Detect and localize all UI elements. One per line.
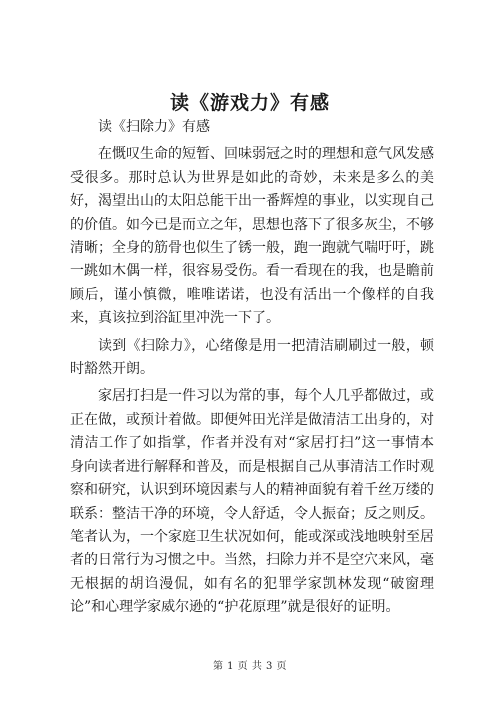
body-paragraph: 家居打扫是一件习以为常的事，每个人几乎都做过，或正在做，或预计着做。即便舛田光洋是做清洁工出身的，对清洁工作了如指掌，作者并没有对“家居打扫”这一事情本身向读者进行解释和普及，而是根据自己从事清洁工作时观察和研究，认识到环境因素与人的精神面貌有着千丝万缕的联系：整洁干净的环境，令人舒适，令人振奋；反之则反。笔者认为，一个家庭卫生状况如何，能或深或浅地映射至居者的日常行为习惯之中。当然，扫除力并不是空穴来风，毫无根据的胡诌漫侃，如有名的犯罪学家凯林发现“破窗理论”和心理学家威尔逊的“护花原理”就是很好的证明。 bbox=[70, 388, 434, 616]
subtitle-paragraph: 读《扫除力》有感 bbox=[98, 119, 210, 135]
page-number-footer: 第 1 页 共 3 页 bbox=[212, 661, 288, 672]
document-body bbox=[70, 116, 434, 620]
body-paragraph: 读到《扫除力》，心绪像是用一把清洁刷刷过一般，顿时豁然开朗。 bbox=[70, 337, 434, 378]
document-title: 读《游戏力》有感 bbox=[169, 92, 330, 114]
body-paragraph: 在慨叹生命的短暂、回味弱冠之时的理想和意气风发感受很多。那时总认为世界是如此的奇妙，未来是多么的美好，渴望出山的太阳总能干出一番辉煌的事业，以实现自己的价值。如今已是而立之年，思想也落下了很多灰尘，不够清晰；全身的筋骨也似生了锈一般，跑一跑就气喘吁吁，跳一跳如木偶一样，很容易受伤。看一看现在的我，也是瞻前顾后，谨小慎微，唯唯诺诺，也没有活出一个像样的自我来，真该拉到浴缸里冲洗一下了。 bbox=[70, 146, 434, 327]
